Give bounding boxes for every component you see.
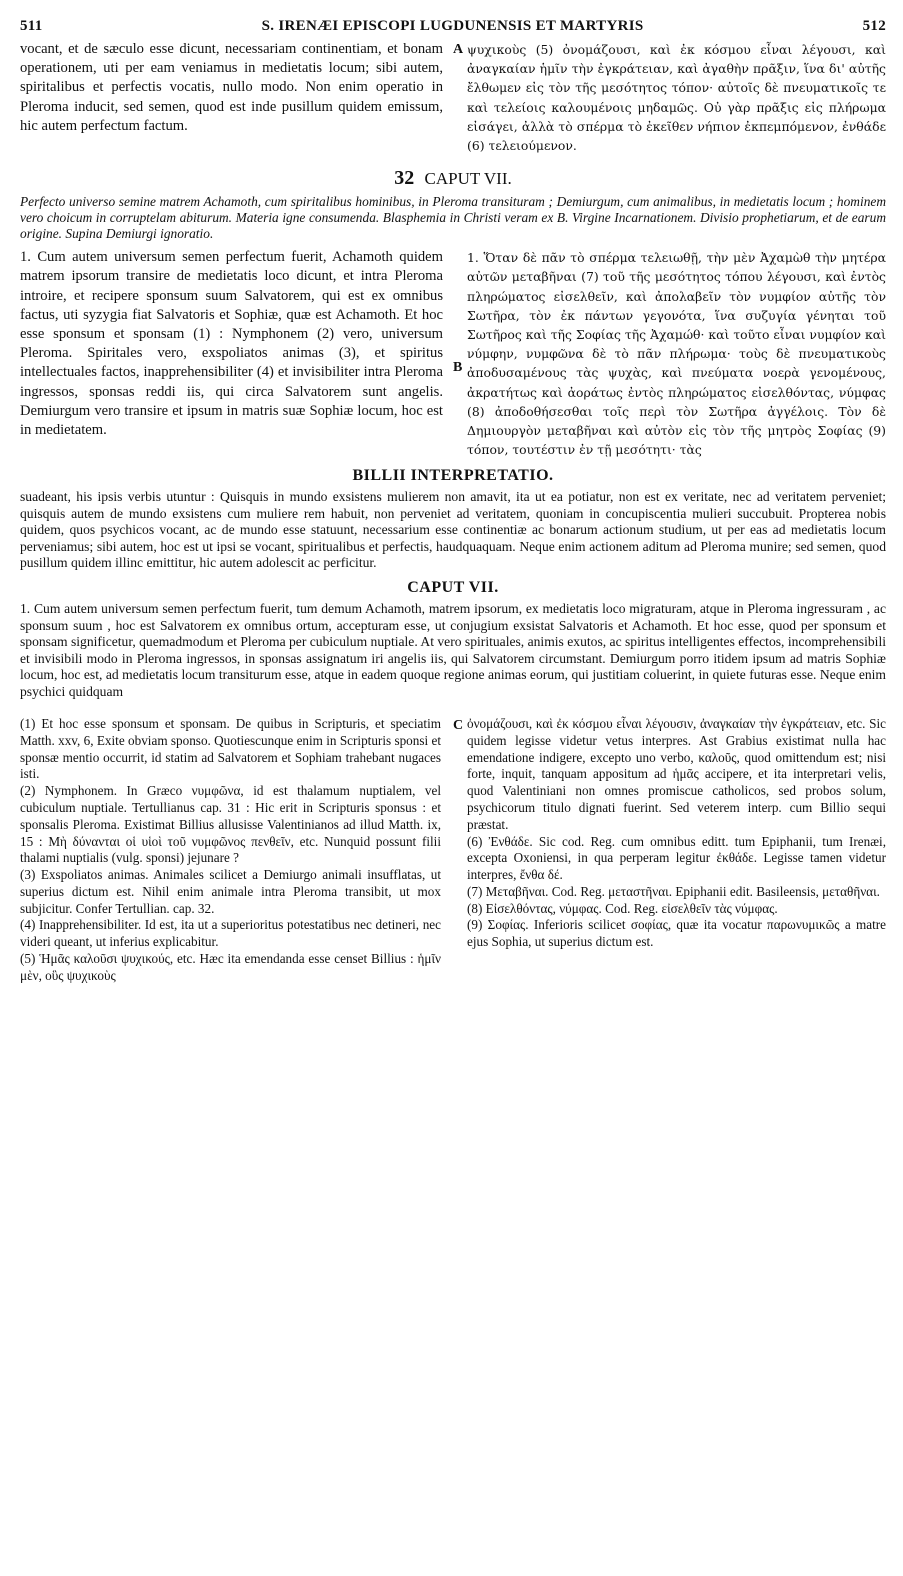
- top-latin-column: [20, 40, 453, 155]
- caput-heading: CAPUT VII.: [407, 579, 499, 597]
- running-header: [20, 18, 886, 40]
- footnote: (8) Εἰσελθόντας, νύμφας. Cod. Reg. εἰσελθεῖν τὰς νύμφας.: [467, 900, 778, 916]
- top-columns: [20, 40, 886, 155]
- billii-heading: BILLII INTERPRETATIO.: [352, 467, 554, 485]
- footnotes: [20, 716, 886, 985]
- top-latin-text: vocant, et de sæculo esse dicunt, necessariam continentiam, et bonam operationem, uti per eam veniamus in medietatis locum; sibi autem, spiritalibus et perfectis vocatis, nullo modo. Non enim operatio in Pleroma inducit, sed semen, quod est inde pusillum quidem emissum, hic autem perfectum factum.: [20, 41, 443, 134]
- footnote: (2) Nymphonem. In Græco νυμφῶνα, id est thalamum nuptialem, vel cubiculum nuptiale. Tertullianus cap. 31 : Hic erit in Scripturis sponsus : et sponsalis Pleroma. Existimat Billius allusisse Valentinianos ad illud Matth. ix, 15 : Μὴ δύνανται οἱ υἱοὶ τοῦ νυμφῶνος πενθεῖν, etc. Nunquid possunt filii thalami nuptialis (vulg. sponsi) jejunare ?: [20, 783, 441, 866]
- section1-columns: [20, 248, 886, 459]
- caput-text: 1. Cum autem universum semen perfectum fuerit, tum demum Achamoth, matrem ipsorum, ex medietatis loco migraturam, atque in Pleroma ingressuram , ac sponsum suum , hoc est Salvatorem ex omnibus ortum, accepturam esse, ut conjugium exsistat Salvatoris et Achamoth. Et hoc esse, quod per sponsum et sponsam significetur, quemadmodum et Pleroma per cubiculum nuptiale. At vero spirituales, animis exutos, ac spiritus intelligentes effectos, incomprehensibili et invisibili modo in Pleroma ingressos, in sponsas assignatum iri angelis iis, qui Salvatorem circumstant. Demiurgum porro itidem ipsum ad matris Sophiæ locum, hoc est, ad medietatis locum transiturum esse, atque in eadem quoque regione animas eorum, qui justitiam coluerint, in quiete futuras esse. Neque enim psychici quidquam: [20, 601, 886, 699]
- chapter-number: 32: [394, 167, 415, 190]
- section1-greek-text: 1. Ὅταν δὲ πᾶν τὸ σπέρμα τελειωθῇ, τὴν μὲν Ἀχαμὼθ τὴν μητέρα αὐτῶν μεταβῆναι (7) τοῦ τῆς μεσότητος τόπου λέγουσι, καὶ ἐντὸς πληρώματος εἰσελθεῖν, καὶ ἀπολαβεῖν τὸν νυμφίον αὐτῆς τὸν Σωτῆρα, τὸν ἐκ πάντων γεγονότα, ἵνα συζυγία γένηται τοῦ Σωτῆρος καὶ τῆς Σοφίας τῆς Ἀχαμώθ· καὶ τοῦτο εἶναι νυμφίον καὶ νύμφην, νυμφῶνα δὲ τὸ πᾶν πλήρωμα· τοὺς δὲ πνευματικοὺς ἀποδυσαμένους τὰς ψυχὰς, καὶ πνεύματα νοερὰ γενομένους, ἀκρατήτως καὶ ἀοράτως ἐντὸς πληρώματος εἰσελθόντας, νύμφας (8) ἀποδοθήσεσθαι τοῖς περὶ τὸν Σωτῆρα ἀγγέλοις. Τὸν δὲ Δημιουργὸν μεταβῆναι καὶ αὐτὸν εἰς τὸν τῆς μητρὸς Σοφίας (9) τόπον, τουτέστιν ἐν τῇ μεσότητι· τὰς: [467, 250, 886, 458]
- footnote: (9) Σοφίας. Inferioris scilicet σοφίας, quæ ita vocatur παρωνυμικῶς a matre ejus Sophia, ut superius dictum est.: [467, 917, 886, 950]
- footnote: (7) Μεταβῆναι. Cod. Reg. μεταστῆναι. Epiphanii edit. Basileensis, μεταθῆναι.: [467, 883, 880, 899]
- footnotes-left-column: [20, 716, 453, 985]
- column-marker-a: A: [453, 42, 464, 57]
- footnote: (1) Et hoc esse sponsum et sponsam. De quibus in Scripturis, et speciatim Matth. xxv, 6, Exite obviam sponso. Quotiescunque enim in Scripturis sponsi et sponsæ mentio occurrit, id statim ad Salvatorem et Sophiam trahebant nugaces isti.: [20, 715, 441, 782]
- section1-latin-text: 1. Cum autem universum semen perfectum fuerit, Achamoth quidem matrem ipsorum transire de medietatis loco dicunt, et intra Pleroma introire, et recipere sponsum suum Salvatorem, qui est ex omnibus factus, uti syzygia fiat Salvatoris et Sophiæ, quæ est Achamoth. Et hoc esse sponsum et sponsam (1) : Nymphonem (2) vero, universum Pleroma. Spiritales vero, exspoliatos animas (3), et spiritus intellectuales factos, inapprehensibiliter (4) et invisibiliter intra Pleroma ingressos, sponsas reddi iis, qui circa Salvatorem sunt angelis. Demiurgum vero transire et ipsum in matris suæ Sophiæ locum, hoc est in medietatem.: [20, 249, 443, 439]
- chapter-heading: [20, 167, 886, 190]
- footnotes-right-column: [453, 716, 886, 985]
- chapter-summary: Perfecto universo semine matrem Achamoth, cum spiritalibus hominibus, in Pleroma transituram ; Demiurgum, cum animalibus, in medietatis locum ; hominem vero choicum in corruptelam abiturum. Materia igne consumenda. Blasphemia in Christi veram ex B. Virgine Incarnationem. Divisio prophetiarum, et de earum origine. Supina Demiurgi ignoratio.: [20, 194, 886, 242]
- left-page-number: 511: [20, 18, 43, 34]
- billii-text: suadeant, his ipsis verbis utuntur : Quisquis in mundo exsistens mulierem non amavit, ita ut ea potiatur, non est ex veritate, nec ad veritatem perveniet; quisquis autem de mundo exsistens cum muliere rem habuit, non perveniet ad veritatem, quoniam in concupiscentia mulieri succubuit. Propterea nobis quidem, quos psychicos vocant, ac de mundo esse statuunt, necessarium esse continentiæ ac bonarum actionum studium, ut per eas ad medietatis locum perveniamus; sibi autem, hoc est ut ipsi se vocant, spiritualibus et perfectis, haudquaquam. Neque enim actionem aditum ad Pleroma munire; sed semen, quod pusillum quidem illinc emittitur, hic autem adolescit ac perficitur.: [20, 489, 886, 571]
- right-page-number: 512: [862, 18, 886, 34]
- running-title: S. IRENÆI EPISCOPI LUGDUNENSIS ET MARTYRIS: [261, 18, 644, 34]
- section1-latin-column: [20, 248, 453, 459]
- footnote: (3) Exspoliatos animas. Animales scilicet a Demiurgo animali insufflatas, ut superius dictum est. Nihil enim animale intra Pleroma transibit, ut mox subjicitur. Confer Tertullian. cap. 32.: [20, 867, 441, 916]
- footnote: (6) Ἐνθάδε. Sic cod. Reg. cum omnibus editt. tum Epiphanii, tum Irenæi, excepta Oxoniensi, in qua perperam legitur ἐκθάδε. Legisse tamen videtur interpres, ἔνθα δέ.: [467, 833, 886, 883]
- footnote: (4) Inapprehensibiliter. Id est, ita ut a superioritus potestatibus nec detineri, nec videri queant, ut inferius explicabitur.: [20, 917, 441, 950]
- column-marker-b: B: [453, 360, 463, 376]
- top-greek-column: [453, 40, 886, 155]
- column-marker-c: C: [453, 717, 464, 733]
- section1-greek-column: [453, 248, 886, 459]
- top-greek-text: ψυχικοὺς (5) ὀνομάζουσι, καὶ ἐκ κόσμου εἶναι λέγουσι, καὶ ἀναγκαίαν ἡμῖν τὴν ἐγκράτειαν, καὶ ἀγαθὴν πρᾶξιν, ἵνα δι' αὐτῆς ἔλθωμεν εἰς τὸν τῆς μεσότητος τόπον· αὐτοῖς δὲ πνευματικοῖς τε καὶ τελείοις καλουμένοις μηδαμῶς. Οὐ γὰρ πρᾶξις εἰς πλήρωμα εἰσάγει, ἀλλὰ τὸ σπέρμα τὸ ἐκεῖθεν νήπιον ἐκπεμπόμενον, ἐνθάδε (6) τελειούμενον.: [467, 42, 886, 154]
- page: [20, 18, 886, 985]
- footnote: ὀνομάζουσι, καὶ ἐκ κόσμου εἶναι λέγουσιν, ἀναγκαίαν τὴν ἐγκράτειαν, etc. Sic quidem legisse videtur vetus interpres. Ast Grabius existimat nulla hac emendatione indigere, excepto uno verbo, καλοῦς, quod omittendum est; nisi forte, inquit, tanquam appositum ad ἡμᾶς accipere, et ita interpretari velis, quod Valentiniani non omnes promiscue catholicos, sed probos solum, psychicorum titulo dignati fuerint. Sed veterem interp. cum Billio sequi præstat.: [467, 715, 886, 832]
- chapter-title: CAPUT VII.: [424, 169, 512, 189]
- footnote: (5) Ἡμᾶς καλοῦσι ψυχικούς, etc. Hæc ita emendanda esse censet Billius : ἡμῖν μὲν, οὓς ψυχικοὺς: [20, 951, 441, 983]
